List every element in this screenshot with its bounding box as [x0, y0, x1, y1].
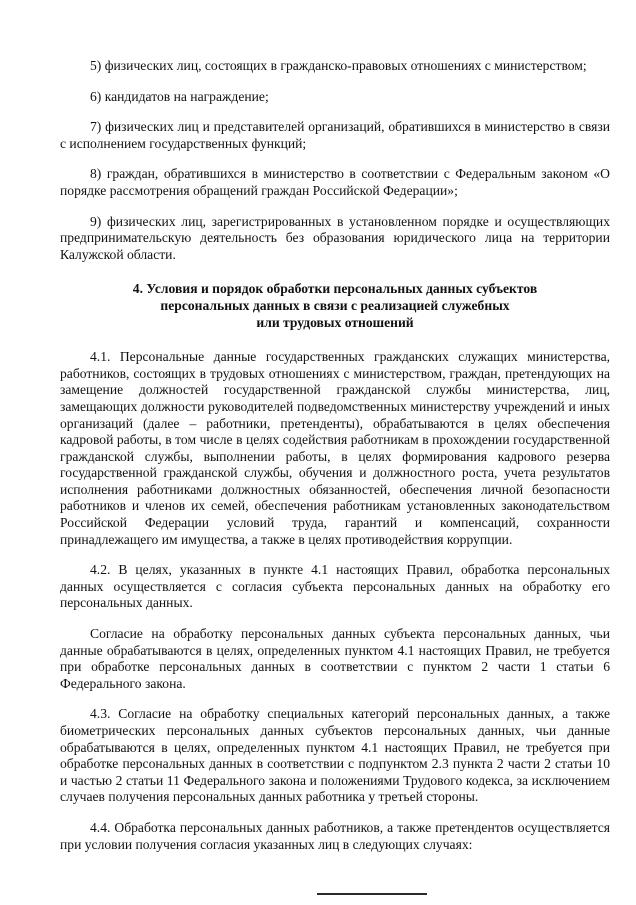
clause-4-2-consent: Согласие на обработку персональных данных субъекта персональных данных, чьи данные обрабатываются в целях, определенных пунктом 4.1 настоящих Правил, не требуется при обработке персональных данных в соответствии с пунктом 2 части 1 статьи 6 Федерального закона.	[60, 626, 610, 691]
list-item-7: 7) физических лиц и представителей организаций, обратившихся в министерство в связи с исполнением государственных функций;	[60, 119, 610, 151]
section-heading-line-1: 4. Условия и порядок обработки персональных данных субъектов	[132, 281, 538, 297]
section-heading-line-3: или трудовых отношений	[256, 314, 414, 330]
list-item-5: 5) физических лиц, состоящих в гражданско-правовых отношениях с министерством;	[90, 58, 587, 73]
clause-4-1: 4.1. Персональные данные государственных гражданских служащих министерства, работников, состоящих в трудовых отношениях с министерством, граждан, претендующих на замещение должностей государственной гражданской службы министерства, лиц, замещающих должности руководителей подведомственных министерству учреждений и иных организаций (далее – работники, претенденты), обрабатываются в целях обеспечения кадровой работы, в том числе в целях содействия работникам в прохождении государственной гражданской службы, выполнении работы, в целях формирования кадрового резерва государственной гражданской службы, обучения и должностного роста, учета результатов исполнения работниками должностных обязанностей, обеспечения личной безопасности работников и членов их семей, обеспечения работникам установленных законодательством Российской Федерации условий труда, гарантий и компенсаций, сохранности принадлежащего им имущества, а также в целях противодействия коррупции.	[60, 349, 610, 547]
list-item-6: 6) кандидатов на награждение;	[90, 88, 269, 104]
clause-4-4: 4.4. Обработка персональных данных работников, а также претендентов осуществляется при условии получения согласия указанных лиц в следующих случаях:	[60, 819, 610, 852]
list-item-8: 8) граждан, обратившихся в министерство в соответствии с Федеральным законом «О порядке рассмотрения обращений граждан Российской Федерации»;	[60, 166, 610, 198]
document-body	[60, 58, 610, 867]
section-heading-line-2: персональных данных в связи с реализацией служебных	[160, 297, 510, 313]
clause-4-3: 4.3. Согласие на обработку специальных категорий персональных данных, а также биометрических персональных данных субъектов персональных данных, чьи данные обрабатываются в целях, определенных пунктом 4.1 настоящих Правил, не требуется при обработке персональных данных в соответствии с подпунктом 2.3 пункта 2 части 2 статьи 10 и частью 2 статьи 11 Федерального закона и положениями Трудового кодекса, за исключением случаев получения персональных данных работника у третьей стороны.	[60, 706, 610, 805]
section-heading	[60, 281, 610, 331]
list-item-9: 9) физических лиц, зарегистрированных в установленном порядке и осуществляющих предпринимательскую деятельность без образования юридического лица на территории Калужской области.	[60, 213, 610, 262]
clause-4-2: 4.2. В целях, указанных в пункте 4.1 настоящих Правил, обработка персональных данных осуществляется с согласия субъекта персональных данных на обработку его персональных данных.	[60, 562, 610, 611]
scan-edge-mark	[317, 893, 427, 895]
